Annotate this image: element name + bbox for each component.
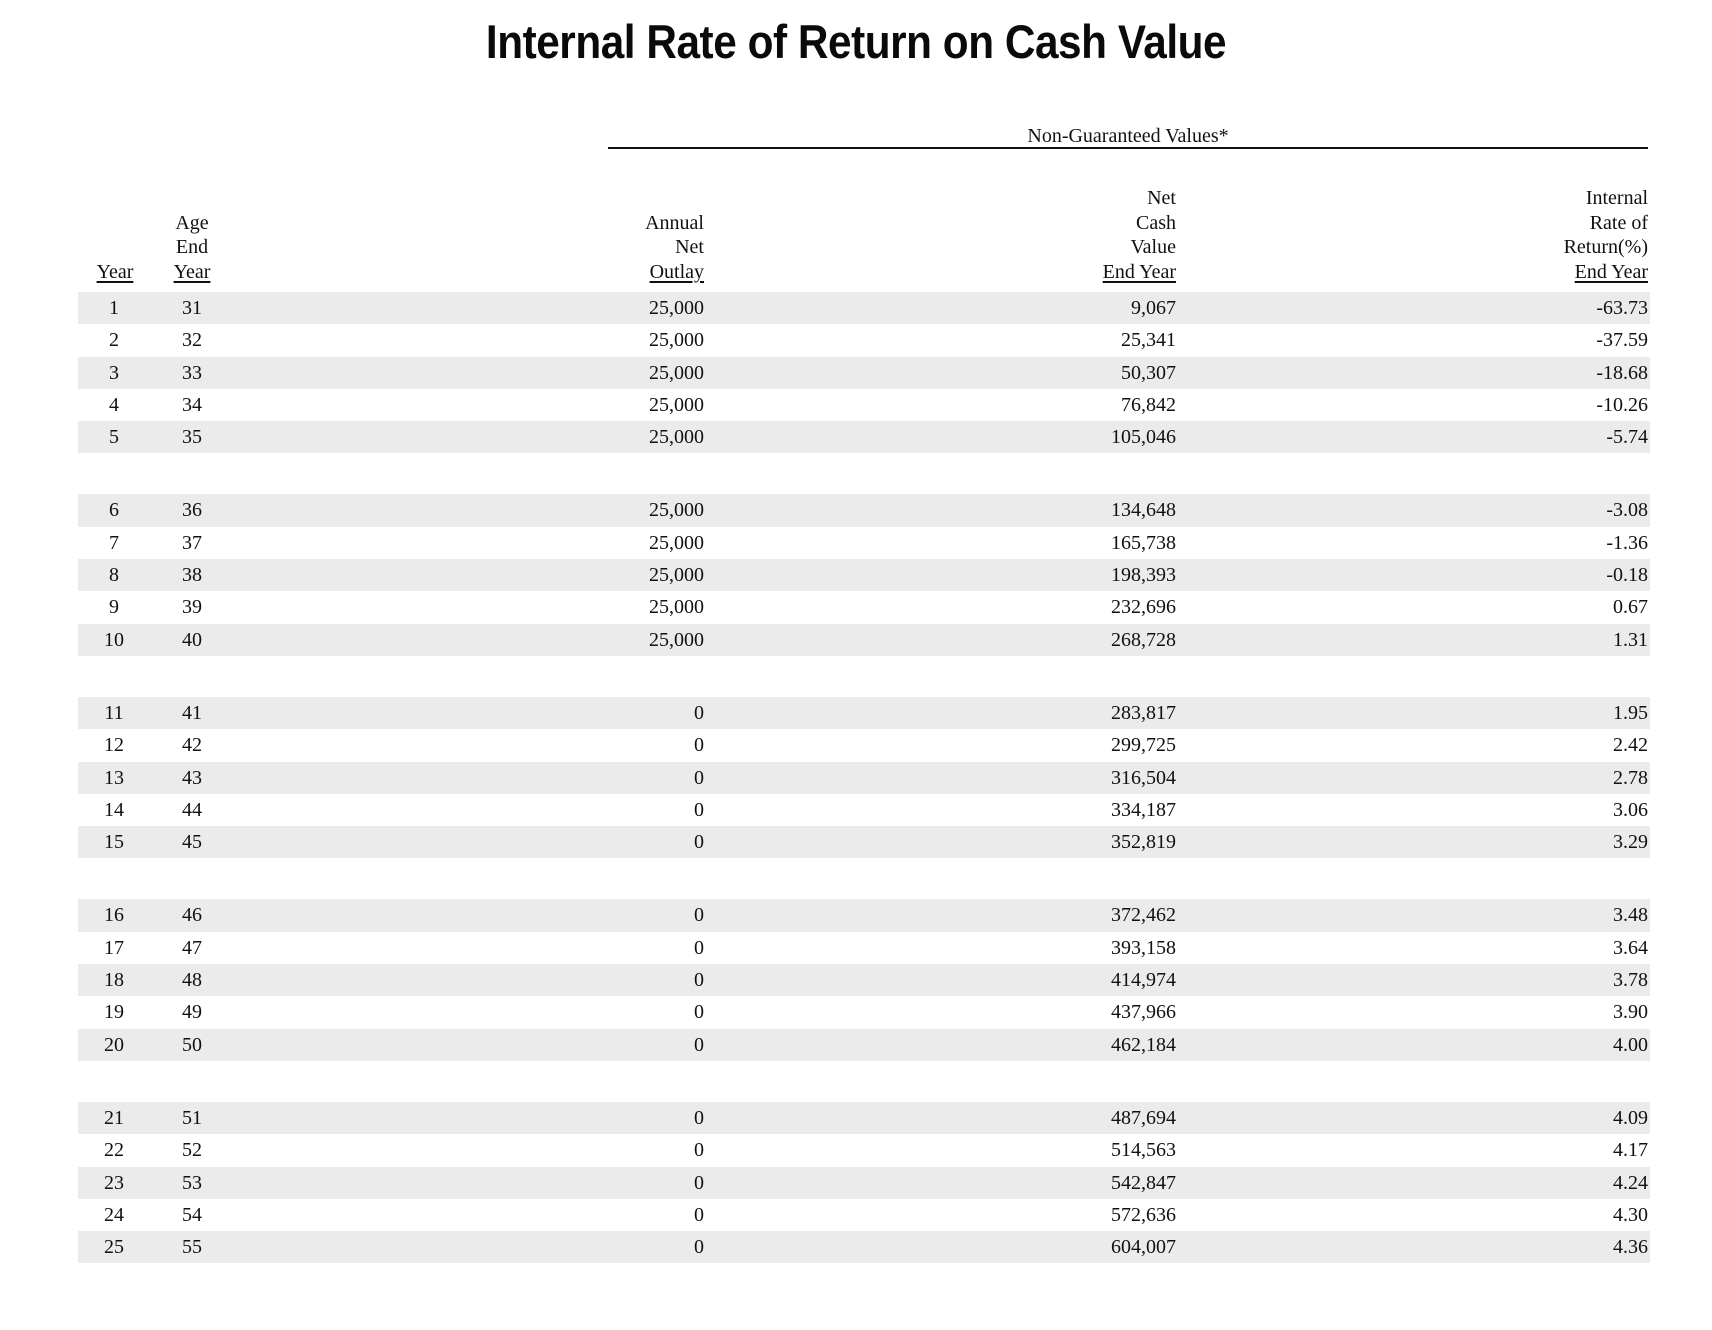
column-header-line: End Year bbox=[1102, 260, 1176, 283]
age-cell: 52 bbox=[182, 1139, 202, 1162]
year-cell: 24 bbox=[104, 1203, 124, 1226]
cash-value-cell: 268,728 bbox=[1111, 628, 1176, 651]
column-header-line: Net bbox=[675, 236, 704, 258]
age-cell: 37 bbox=[182, 531, 202, 554]
irr-cell: 4.17 bbox=[1613, 1139, 1648, 1162]
column-header-line: Outlay bbox=[649, 260, 704, 283]
irr-cell: 1.95 bbox=[1613, 701, 1648, 724]
irr-table bbox=[78, 292, 1650, 1304]
age-cell: 54 bbox=[182, 1203, 202, 1226]
table-row bbox=[78, 932, 1650, 964]
year-cell: 22 bbox=[104, 1139, 124, 1162]
outlay-cell: 0 bbox=[694, 1001, 704, 1024]
cash-value-cell: 487,694 bbox=[1111, 1106, 1176, 1129]
age-cell: 31 bbox=[182, 297, 202, 319]
age-cell: 46 bbox=[182, 904, 202, 927]
irr-cell: 3.78 bbox=[1613, 969, 1648, 992]
column-header-line: Cash bbox=[1136, 211, 1176, 234]
outlay-cell: 25,000 bbox=[649, 329, 704, 352]
irr-cell: 2.42 bbox=[1613, 734, 1648, 757]
outlay-cell: 25,000 bbox=[649, 426, 704, 449]
column-header-net-cash-value bbox=[1040, 184, 1176, 284]
irr-cell: -10.26 bbox=[1596, 393, 1648, 416]
table-row bbox=[78, 624, 1650, 656]
age-cell: 44 bbox=[182, 798, 202, 821]
irr-cell: 3.29 bbox=[1613, 831, 1648, 854]
age-cell: 53 bbox=[182, 1171, 202, 1194]
outlay-cell: 25,000 bbox=[649, 628, 704, 651]
table-row bbox=[78, 1102, 1650, 1134]
outlay-cell: 0 bbox=[694, 1203, 704, 1226]
cash-value-cell: 50,307 bbox=[1121, 361, 1176, 384]
non-guaranteed-header: Non-Guaranteed Values* bbox=[1027, 125, 1229, 147]
irr-cell: 3.48 bbox=[1613, 904, 1648, 927]
outlay-cell: 25,000 bbox=[649, 361, 704, 384]
column-header-line: Value bbox=[1130, 236, 1176, 258]
age-cell: 48 bbox=[182, 969, 202, 992]
column-header-line: Annual bbox=[645, 211, 704, 234]
irr-cell: -1.36 bbox=[1606, 531, 1648, 554]
cash-value-cell: 393,158 bbox=[1111, 936, 1176, 959]
column-header-annual-net-outlay bbox=[600, 184, 704, 284]
table-row bbox=[78, 389, 1650, 421]
table-row bbox=[78, 762, 1650, 794]
outlay-cell: 0 bbox=[694, 1171, 704, 1194]
year-cell: 25 bbox=[104, 1236, 124, 1259]
column-header-internal-rate-of-return bbox=[1480, 184, 1648, 284]
table-row bbox=[78, 826, 1650, 858]
irr-cell: 2.78 bbox=[1613, 766, 1648, 789]
cash-value-cell: 542,847 bbox=[1111, 1171, 1176, 1194]
year-cell: 13 bbox=[104, 766, 124, 789]
outlay-cell: 0 bbox=[694, 904, 704, 927]
column-header-line: Year bbox=[173, 260, 211, 283]
age-cell: 34 bbox=[182, 393, 202, 416]
column-header-line: Age bbox=[175, 211, 209, 234]
table-row bbox=[78, 324, 1650, 356]
cash-value-cell: 9,067 bbox=[1131, 297, 1176, 319]
cash-value-cell: 514,563 bbox=[1111, 1139, 1176, 1162]
age-cell: 39 bbox=[182, 596, 202, 619]
cash-value-cell: 352,819 bbox=[1111, 831, 1176, 854]
row-group bbox=[78, 697, 1650, 858]
table-row bbox=[78, 1199, 1650, 1231]
table-row bbox=[78, 591, 1650, 623]
table-row bbox=[78, 1029, 1650, 1061]
outlay-cell: 25,000 bbox=[649, 393, 704, 416]
outlay-cell: 0 bbox=[694, 936, 704, 959]
non-guaranteed-rule bbox=[608, 147, 1648, 149]
year-cell: 5 bbox=[109, 426, 119, 449]
year-cell: 21 bbox=[104, 1106, 124, 1129]
irr-cell: 4.24 bbox=[1613, 1171, 1648, 1194]
table-row bbox=[78, 1231, 1650, 1263]
cash-value-cell: 414,974 bbox=[1111, 969, 1176, 992]
age-cell: 45 bbox=[182, 831, 202, 854]
year-cell: 17 bbox=[104, 936, 124, 959]
irr-cell: 0.67 bbox=[1613, 596, 1648, 619]
cash-value-cell: 372,462 bbox=[1111, 904, 1176, 927]
outlay-cell: 0 bbox=[694, 798, 704, 821]
outlay-cell: 0 bbox=[694, 1236, 704, 1259]
year-cell: 11 bbox=[104, 701, 124, 724]
year-cell: 16 bbox=[104, 904, 124, 927]
column-header-line: Internal bbox=[1585, 187, 1648, 209]
irr-cell: -37.59 bbox=[1596, 329, 1648, 352]
column-header-line: Rate of bbox=[1589, 211, 1648, 234]
table-row bbox=[78, 357, 1650, 389]
age-cell: 41 bbox=[182, 701, 202, 724]
age-cell: 55 bbox=[182, 1236, 202, 1259]
year-cell: 12 bbox=[104, 734, 124, 757]
irr-cell: -3.08 bbox=[1606, 499, 1648, 522]
table-row bbox=[78, 421, 1650, 453]
irr-cell: 1.31 bbox=[1613, 628, 1648, 651]
year-cell: 19 bbox=[104, 1001, 124, 1024]
age-cell: 42 bbox=[182, 734, 202, 757]
table-row bbox=[78, 494, 1650, 526]
column-header-line: Year bbox=[96, 260, 134, 283]
year-cell: 10 bbox=[104, 628, 124, 651]
column-header-age-end-year bbox=[162, 184, 222, 284]
year-cell: 15 bbox=[104, 831, 124, 854]
outlay-cell: 25,000 bbox=[649, 596, 704, 619]
cash-value-cell: 198,393 bbox=[1111, 564, 1176, 587]
outlay-cell: 0 bbox=[694, 1139, 704, 1162]
column-header-line: Net bbox=[1147, 187, 1176, 209]
year-cell: 1 bbox=[109, 297, 119, 319]
year-cell: 8 bbox=[109, 564, 119, 587]
table-row bbox=[78, 996, 1650, 1028]
age-cell: 51 bbox=[182, 1106, 202, 1129]
outlay-cell: 0 bbox=[694, 831, 704, 854]
age-cell: 43 bbox=[182, 766, 202, 789]
cash-value-cell: 76,842 bbox=[1121, 393, 1176, 416]
year-cell: 3 bbox=[109, 361, 119, 384]
table-row bbox=[78, 964, 1650, 996]
irr-cell: 4.30 bbox=[1613, 1203, 1648, 1226]
irr-cell: 4.36 bbox=[1613, 1236, 1648, 1259]
year-cell: 9 bbox=[109, 596, 119, 619]
outlay-cell: 0 bbox=[694, 969, 704, 992]
cash-value-cell: 25,341 bbox=[1121, 329, 1176, 352]
cash-value-cell: 105,046 bbox=[1111, 426, 1176, 449]
cash-value-cell: 232,696 bbox=[1111, 596, 1176, 619]
table-row bbox=[78, 292, 1650, 324]
page-title: Internal Rate of Return on Cash Value bbox=[485, 15, 1227, 68]
outlay-cell: 0 bbox=[694, 734, 704, 757]
column-header-line: End bbox=[175, 236, 209, 258]
age-cell: 33 bbox=[182, 361, 202, 384]
outlay-cell: 25,000 bbox=[649, 499, 704, 522]
cash-value-cell: 316,504 bbox=[1111, 766, 1176, 789]
year-cell: 14 bbox=[104, 798, 124, 821]
table-row bbox=[78, 527, 1650, 559]
irr-cell: -5.74 bbox=[1606, 426, 1648, 449]
age-cell: 32 bbox=[182, 329, 202, 352]
age-cell: 36 bbox=[182, 499, 202, 522]
irr-cell: 4.00 bbox=[1613, 1033, 1648, 1056]
row-group bbox=[78, 292, 1650, 453]
outlay-cell: 0 bbox=[694, 1106, 704, 1129]
column-header-line: Return(%) bbox=[1563, 236, 1648, 258]
year-cell: 23 bbox=[104, 1171, 124, 1194]
cash-value-cell: 462,184 bbox=[1111, 1033, 1176, 1056]
outlay-cell: 0 bbox=[694, 1033, 704, 1056]
cash-value-cell: 283,817 bbox=[1111, 701, 1176, 724]
age-cell: 40 bbox=[182, 628, 202, 651]
table-row bbox=[78, 559, 1650, 591]
outlay-cell: 25,000 bbox=[649, 531, 704, 554]
table-row bbox=[78, 1134, 1650, 1166]
cash-value-cell: 299,725 bbox=[1111, 734, 1176, 757]
irr-cell: -63.73 bbox=[1596, 297, 1648, 319]
row-group bbox=[78, 899, 1650, 1060]
age-cell: 35 bbox=[182, 426, 202, 449]
cash-value-cell: 437,966 bbox=[1111, 1001, 1176, 1024]
irr-cell: 3.90 bbox=[1613, 1001, 1648, 1024]
cash-value-cell: 134,648 bbox=[1111, 499, 1176, 522]
outlay-cell: 25,000 bbox=[649, 297, 704, 319]
age-cell: 47 bbox=[182, 936, 202, 959]
year-cell: 4 bbox=[109, 393, 119, 416]
column-header-year bbox=[80, 184, 150, 284]
table-row bbox=[78, 697, 1650, 729]
cash-value-cell: 334,187 bbox=[1111, 798, 1176, 821]
year-cell: 18 bbox=[104, 969, 124, 992]
irr-cell: 4.09 bbox=[1613, 1106, 1648, 1129]
year-cell: 6 bbox=[109, 499, 119, 522]
column-header-line: End Year bbox=[1574, 260, 1648, 283]
age-cell: 49 bbox=[182, 1001, 202, 1024]
table-row bbox=[78, 899, 1650, 931]
outlay-cell: 25,000 bbox=[649, 564, 704, 587]
cash-value-cell: 165,738 bbox=[1111, 531, 1176, 554]
year-cell: 2 bbox=[109, 329, 119, 352]
outlay-cell: 0 bbox=[694, 701, 704, 724]
table-row bbox=[78, 794, 1650, 826]
table-row bbox=[78, 1167, 1650, 1199]
cash-value-cell: 572,636 bbox=[1111, 1203, 1176, 1226]
year-cell: 20 bbox=[104, 1033, 124, 1056]
age-cell: 50 bbox=[182, 1033, 202, 1056]
cash-value-cell: 604,007 bbox=[1111, 1236, 1176, 1259]
row-group bbox=[78, 494, 1650, 655]
outlay-cell: 0 bbox=[694, 766, 704, 789]
irr-cell: 3.64 bbox=[1613, 936, 1648, 959]
year-cell: 7 bbox=[109, 531, 119, 554]
irr-cell: -0.18 bbox=[1606, 564, 1648, 587]
age-cell: 38 bbox=[182, 564, 202, 587]
irr-cell: -18.68 bbox=[1596, 361, 1648, 384]
irr-cell: 3.06 bbox=[1613, 798, 1648, 821]
table-row bbox=[78, 729, 1650, 761]
row-group bbox=[78, 1102, 1650, 1263]
